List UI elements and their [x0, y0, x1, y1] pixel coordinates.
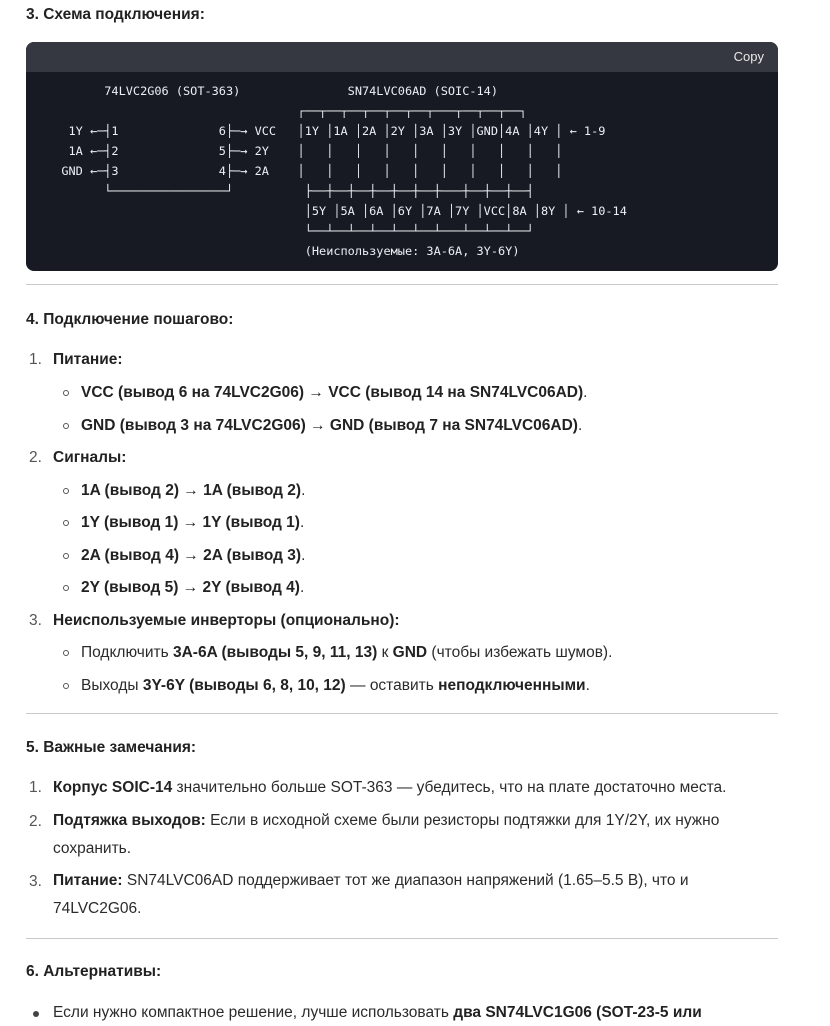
- divider: [26, 938, 778, 939]
- step-number: 1.: [29, 351, 42, 368]
- bullet-text: Выходы: [81, 677, 143, 694]
- bullet-bold-text: два SN74LVC1G06 (SOT-23-5 или: [453, 1004, 702, 1021]
- bullet-bold-text: VCC (вывод 6 на 74LVC2G06) → VCC (вывод 14 на SN74LVC06AD): [81, 384, 584, 401]
- bullet-icon: [63, 488, 69, 494]
- bullet-tail: .: [585, 677, 590, 694]
- note-number: 1.: [29, 779, 42, 796]
- code-block-header: [26, 42, 778, 72]
- bullet-icon: [63, 390, 69, 396]
- code-block: [26, 42, 778, 271]
- bullet-text: — оставить: [345, 677, 439, 694]
- note-bold-text: Подтяжка выходов:: [53, 812, 206, 829]
- step-label: Неиспользуемые инверторы (опционально):: [53, 612, 400, 629]
- divider: [26, 284, 778, 285]
- note-number: 3.: [29, 873, 42, 890]
- bullet-bold-text: GND (вывод 3 на 74LVC2G06) → GND (вывод 7 на SN74LVC06AD): [81, 417, 578, 434]
- bullet-tail: .: [299, 579, 305, 596]
- bullet-tail: .: [583, 384, 588, 401]
- note-number: 2.: [29, 813, 42, 830]
- bullet-icon: [63, 520, 69, 526]
- bullet-text: Если нужно компактное решение, лучше использовать: [53, 1004, 454, 1021]
- note-text: Если в исходной схеме были резисторы подтяжки для 1Y/2Y, их нужно сохранить.: [53, 812, 720, 857]
- bullet-tail: (чтобы избежать шумов).: [427, 644, 613, 661]
- bullet-tail: .: [577, 417, 583, 434]
- bullet-text: к: [377, 644, 393, 661]
- bullet-bold-text: неподключенными: [438, 677, 586, 694]
- bullet-icon: [63, 650, 69, 656]
- bullet-bold-text: 1A (вывод 2) → 1A (вывод 2): [81, 482, 302, 499]
- note-bold-text: Корпус SOIC-14: [53, 779, 173, 796]
- bullet-icon: [63, 423, 69, 429]
- bullet-tail: .: [301, 482, 306, 499]
- section-3-heading: 3. Схема подключения:: [26, 6, 205, 23]
- divider: [26, 713, 778, 714]
- section-4-heading: 4. Подключение пошагово:: [26, 311, 234, 328]
- step-number: 2.: [29, 449, 42, 466]
- bullet-bold-text: 3Y-6Y (выводы 6, 8, 10, 12): [142, 677, 346, 694]
- step-label: Сигналы:: [53, 449, 127, 466]
- note-text: SN74LVC06AD поддерживает тот же диапазон напряжений (1.65–5.5 В), что и 74LVC2G06.: [53, 872, 689, 917]
- section-6-heading: 6. Альтернативы:: [26, 963, 162, 980]
- wiring-diagram: 74LVC2G06 (SOT-363) SN74LVC06AD (SOIC-14) ┌──┬──┬──┬──┬──┬──┬───┬──┬──┬──┐ 1Y ←─┤1 6├─→ VCC │1Y │1A │2A │2Y │3A │3Y │GND│4A │4Y │ ← 1-9 1A ←─┤2 5├─→ 2Y │ │ │ │ │ │ │ │ │ │ GND ←─┤3 4├─→ 2A │ │ │ │ │ │ │ │ │ │ └────────────────┘ ├──┼──┼──┼──┼──┼──┼───┼──┼──┼──┤ │5Y │5A │6A │6Y │7A │7Y │VCC│8A │8Y │ ← 10-14 └──┴──┴──┴──┴──┴──┴───┴──┴──┴──┘ (Неиспользуемые: 3A-6A, 3Y-6Y): [61, 84, 627, 258]
- note-bold-text: Питание:: [53, 872, 123, 889]
- bullet-bold-text: GND: [392, 644, 428, 661]
- copy-button[interactable]: Copy: [733, 49, 764, 64]
- bullet-icon: [63, 585, 69, 591]
- bullet-bold-text: 3A-6A (выводы 5, 9, 11, 13): [172, 644, 378, 661]
- step-label: Питание:: [53, 351, 123, 368]
- step-number: 3.: [29, 612, 42, 629]
- bullet-bold-text: 1Y (вывод 1) → 1Y (вывод 1): [81, 514, 300, 531]
- bullet-tail: .: [299, 514, 305, 531]
- note-text: значительно больше SOT-363 — убедитесь, что на плате достаточно места.: [172, 779, 727, 796]
- section-5-heading: 5. Важные замечания:: [26, 739, 197, 756]
- bullet-icon: [63, 553, 69, 559]
- bullet-bold-text: 2Y (вывод 5) → 2Y (вывод 4): [81, 579, 300, 596]
- bullet-bold-text: 2A (вывод 4) → 2A (вывод 3): [81, 547, 302, 564]
- bullet-icon: [33, 1011, 39, 1017]
- bullet-tail: .: [301, 547, 306, 564]
- bullet-text: Подключить: [81, 644, 173, 661]
- bullet-icon: [63, 683, 69, 689]
